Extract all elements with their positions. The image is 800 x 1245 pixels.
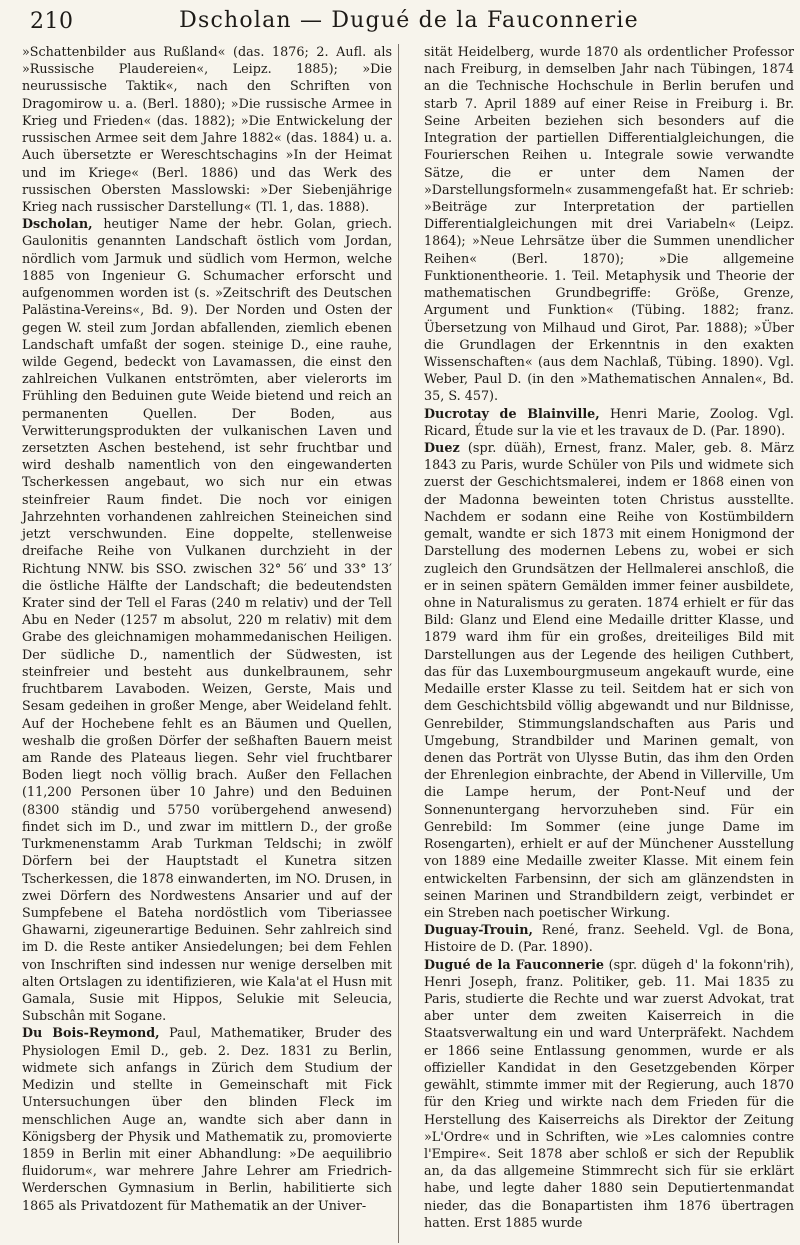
- entry-headword: Du Bois-Reymond,: [22, 1026, 160, 1042]
- entry-text: Paul, Mathematiker, Bruder des Physiologen Emil D., geb. 2. Dez. 1831 zu Berlin, widmete sich anfangs in Zürich dem Studium der Medizin und stellte in Gemeinschaft mit Fick Untersuchungen über den blinden Fleck im menschlichen Auge an, wandte sich aber dann in Königsberg der Physik und Mathematik zu, promovierte 1859 in Berlin mit einer Abhandlung: »De aequilibrio fluidorum«, war mehrere Jahre Lehrer am Friedrich-Werderschen Gymnasium in Berlin, habilitierte sich 1865 als Privatdozent für Mathematik an der Univer-: [22, 1026, 392, 1214]
- entry-headword: Duez: [424, 441, 460, 457]
- page-header: [22, 0, 796, 40]
- entry-text: René, franz. Seeheld. Vgl. de Bona, Histoire de D. (Par. 1890).: [424, 923, 794, 956]
- entry-ducrotay-de-blainville: [424, 406, 794, 440]
- entry-continuation: [22, 44, 392, 216]
- entry-headword: Ducrotay de Blainville,: [424, 406, 600, 422]
- entry-headword: Dugué de la Fauconnerie: [424, 957, 605, 973]
- right-column: [424, 44, 794, 1243]
- entry-text: »Schattenbilder aus Rußland« (das. 1876; 2. Aufl. als »Russische Plaudereien«, Leipz. 1885); »Die neurussische Taktik«, nach den Schriften von Dragomirow u. a. (Berl. 1880); »Die russische Armee in Krieg und Frieden« (das. 1882); »Die Entwickelung der russischen Armee seit dem Jahre 1882« (das. 1884) u. a. Auch übersetzte er Wereschtschagins »In der Heimat und im Kriege« (Berl. 1886) und das Werk des russischen Obersten Masslowski: »Der Siebenjährige Krieg nach russischer Darstellung« (Tl. 1, das. 1888).: [22, 45, 392, 215]
- entry-du-bois-reymond: [22, 1025, 392, 1214]
- entry-text: heutiger Name der hebr. Golan, griech. Gaulonitis genannten Landschaft östlich vom Jordan, nördlich vom Jarmuk und südlich vom Hermon, welche 1885 von Ingenieur G. Schumacher erforscht und aufgenommen worden ist (s. »Zeitschrift des Deutschen Palästina-Vereins«, Bd. 9). Der Norden und Osten der gegen W. steil zum Jordan abfallenden, ziemlich ebenen Landschaft umfaßt der sogen. steinige D., eine rauhe, wilde Gegend, bedeckt von Lavamassen, die einst den zahlreichen Vulkanen entströmten, aber vielerorts im Frühling den Beduinen gute Weide bietend und reich an permanenten Quellen. Der Boden, aus Verwitterungsprodukten der vulkanischen Laven und zersetzten Aschen bestehend, ist sehr fruchtbar und wird deshalb namentlich von den eingewanderten Tscherkessen angebaut, wo sich nur ein etwas steinfreier Raum findet. Die noch vor einigen Jahrzehnten vorhandenen zahlreichen Steineichen sind jetzt verschwunden. Eine doppelte, stellenweise dreifache Reihe von Vulkanen durchzieht in der Richtung NNW. bis SSO. zwischen 32° 56′ und 33° 13′ die östliche Hälfte der Landschaft; die bedeutendsten Krater sind der Tell el Faras (240 m relativ) und der Tell Abu en Neder (1257 m absolut, 220 m relativ) mit dem Grabe des gleichnamigen mohammedanischen Heiligen. Der südliche D., namentlich der Südwesten, ist steinfreier und besteht aus dunkelbraunem, sehr fruchtbarem Lavaboden. Weizen, Gerste, Mais und Sesam gedeihen in großer Menge, aber Weideland fehlt. Auf der Hochebene fehlt es an Bäumen und Quellen, weshalb die großen Dörfer der seßhaften Bauern meist am Rande des Plateaus liegen. Sehr viel fruchtbarer Boden liegt noch völlig brach. Außer den Fellachen (11,200 Personen über 10 Jahre) und den Beduinen (8300 ständig und 5750 vorübergehend anwesend) findet sich im D., und zwar im mittlern D., der große Turkmenenstamm Arab Turkman Teldschi; in zwölf Dörfern bei der Hauptstadt el Kunetra sitzen Tscherkessen, die 1878 einwanderten, im NO. Drusen, in zwei Dörfern des Nordwestens Ansarier und auf der Sumpfebene el Bateha nordöstlich vom Tiberiassee Ghawarni, zigeunerartige Beduinen. Sehr zahlreich sind im D. die Reste antiker Ansiedelungen; bei dem Fehlen von Inschriften sind indessen nur wenige derselben mit alten Ortslagen zu identifizieren, wie Kala'at el Husn mit Gamala, Susie mit Hippos, Selukie mit Seleucia, Subschân mit Sogane.: [22, 217, 392, 1025]
- page-number: 210: [30, 9, 74, 34]
- entry-text: Henri Marie, Zoolog. Vgl. Ricard, Étude sur la vie et les travaux de D. (Par. 1890).: [424, 406, 794, 439]
- entry-duez: [424, 440, 794, 922]
- text-columns: [22, 44, 794, 1243]
- left-column: [22, 44, 392, 1243]
- entry-headword: Dscholan,: [22, 217, 93, 233]
- running-head: Dscholan — Dugué de la Fauconnerie: [179, 8, 639, 33]
- entry-text: sität Heidelberg, wurde 1870 als ordentlicher Professor nach Freiburg, in demselben Jahr nach Tübingen, 1874 an die Technische Hochschule in Berlin berufen und starb 7. April 1889 auf einer Reise in Freiburg i. Br. Seine Arbeiten beziehen sich besonders auf die Integration der partiellen Differentialgleichungen, die Fourierschen Reihen u. Integrale sowie verwandte Sätze, die er unter dem Namen der »Darstellungsformeln« zusammengefaßt hat. Er schrieb: »Beiträge zur Interpretation der partiellen Differentialgleichungen mit drei Variabeln« (Leipz. 1864); »Neue Lehrsätze über die Summen unendlicher Reihen« (Berl. 1870); »Die allgemeine Funktionentheorie. 1. Teil. Metaphysik und Theorie der mathematischen Grundbegriffe: Größe, Grenze, Argument und Funktion« (Tübing. 1882; franz. Übersetzung von Milhaud und Girot, Par. 1888); »Über die Grundlagen der Erkenntnis in den exakten Wissenschaften« (aus dem Nachlaß, Tübing. 1890). Vgl. Weber, Paul D. (in den »Mathematischen Annalen«, Bd. 35, S. 457).: [424, 45, 794, 405]
- column-divider: [398, 44, 399, 1243]
- entry-dscholan: [22, 216, 392, 1025]
- entry-text: (spr. dügeh d' la fokonn'rih), Henri Joseph, franz. Politiker, geb. 11. Mai 1835 zu Paris, studierte die Rechte und war zuerst Advokat, trat aber unter dem zweiten Kaiserreich in die Staatsverwaltung ein und ward Unterpräfekt. Nachdem er 1866 seine Entlassung genommen, wurde er als offizieller Kandidat in den Gesetzgebenden Körper gewählt, stimmte immer mit der Regierung, auch 1870 für den Krieg und wirkte nach dem Frieden für die Herstellung des Kaiserreichs als Direktor der Zeitung »L'Ordre« und in Schriften, wie »Les calomnies contre l'Empire«. Seit 1878 aber schloß er sich der Republik an, da das allgemeine Stimmrecht sich für sie erklärt habe, und legte daher 1880 sein Deputiertenmandat nieder, das die Bonapartisten ihm 1876 übertragen hatten. Erst 1885 wurde: [424, 957, 794, 1231]
- entry-headword: Duguay-Trouin,: [424, 923, 533, 939]
- entry-duguay-trouin: [424, 922, 794, 956]
- entry-dugue-de-la-fauconnerie: [424, 957, 794, 1233]
- entry-continuation: [424, 44, 794, 406]
- entry-text: (spr. düäh), Ernest, franz. Maler, geb. 8. März 1843 zu Paris, wurde Schüler von Pils und widmete sich zuerst der Geschichtsmalerei, indem er 1868 einen von der Madonna beweinten toten Christus ausstellte. Nachdem er sodann eine Reihe von Kostümbildern gemalt, wandte er sich 1873 mit einem Honigmond der Darstellung des modernen Lebens zu, wobei er sich zugleich den Grundsätzen der Hellmalerei anschloß, die er in seinen spätern Gemälden immer feiner ausbildete, ohne in Naturalismus zu geraten. 1874 erhielt er für das Bild: Glanz und Elend eine Medaille dritter Klasse, und 1879 ward ihm für ein großes, dreiteiliges Bild mit Darstellungen aus der Legende des heiligen Cuthbert, das für das Luxembourgmuseum angekauft wurde, eine Medaille erster Klasse zu teil. Seitdem hat er sich von dem Geschichtsbild völlig abgewandt und nur Bildnisse, Genrebilder, Stimmungslandschaften aus Paris und Umgebung, Strandbilder und Marinen gemalt, von denen das Porträt von Ulysse Butin, das ihm den Orden der Ehrenlegion einbrachte, der Abend in Villerville, Um die Lampe herum, der Pont-Neuf und der Sonnenuntergang hervorzuheben sind. Für ein Genrebild: Im Sommer (eine junge Dame im Rosengarten), erhielt er auf der Münchener Ausstellung von 1889 eine Medaille zweiter Klasse. Mit einem fein entwickelten Farbensinn, der sich am glänzendsten in seinen Marinen und Strandbildern zeigt, verbindet er ein Streben nach poetischer Wirkung.: [424, 441, 794, 921]
